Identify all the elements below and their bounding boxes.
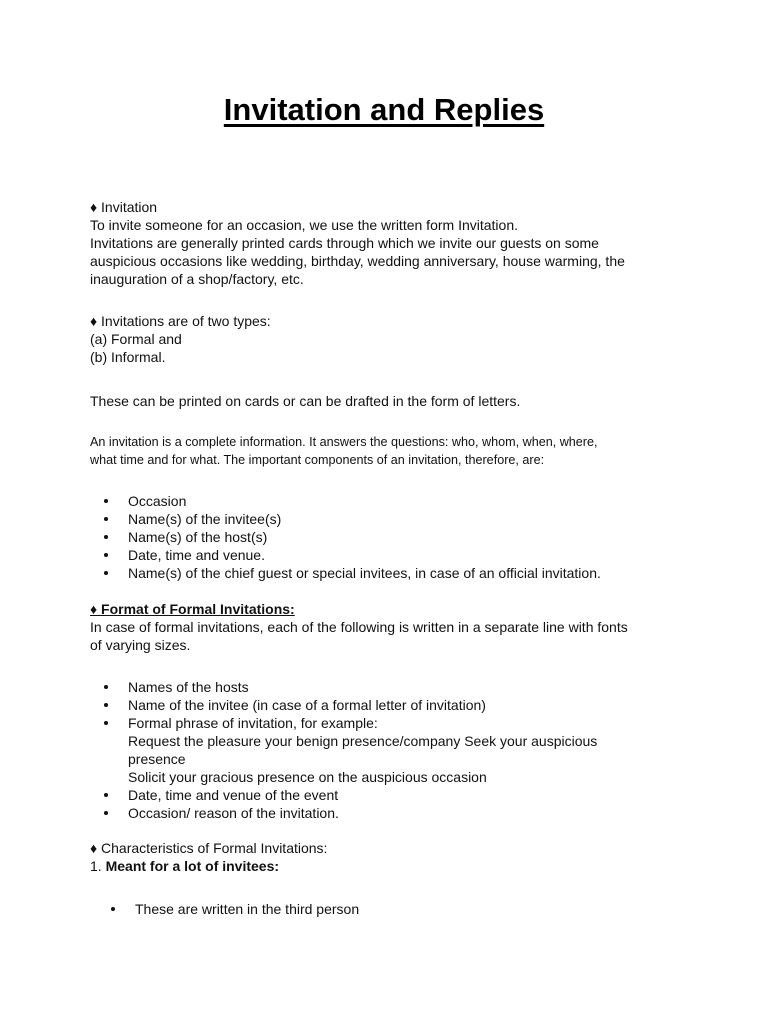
paragraph-line: These can be printed on cards or can be drafted in the form of letters.: [90, 393, 521, 409]
list-item: These are written in the third person: [97, 900, 697, 918]
list-item: Date, time and venue of the event: [90, 786, 690, 804]
bullet-icon: [104, 721, 108, 725]
page-title: Invitation and Replies: [223, 92, 545, 127]
bullet-icon: [104, 553, 108, 557]
printed-note: [90, 392, 690, 410]
list-item: Name(s) of the host(s): [90, 528, 690, 546]
list-item: Name(s) of the invitee(s): [90, 510, 690, 528]
characteristic-point: 1. Meant for a lot of invitees:: [90, 858, 280, 874]
characteristics-list: [97, 900, 697, 918]
list-item: Names of the hosts: [90, 678, 690, 696]
section-types: [90, 312, 690, 366]
example-line: presence: [128, 751, 186, 767]
paragraph-line: To invite someone for an occasion, we use the written form Invitation.: [90, 217, 518, 233]
list-item: Occasion/ reason of the invitation.: [90, 804, 690, 822]
paragraph-line: An invitation is a complete information. It answers the questions: who, whom, when, where,: [90, 435, 598, 449]
paragraph-line: Invitations are generally printed cards through which we invite our guests on some: [90, 235, 599, 251]
list-item: Name of the invitee (in case of a formal letter of invitation): [90, 696, 690, 714]
paragraph-line: In case of formal invitations, each of the following is written in a separate line with fonts: [90, 619, 628, 635]
section-characteristics: [90, 839, 690, 875]
type-item: (a) Formal and: [90, 331, 182, 347]
paragraph-line: inauguration of a shop/factory, etc.: [90, 271, 304, 287]
section-format: [90, 600, 690, 654]
bullet-icon: [104, 571, 108, 575]
bullet-icon: [104, 685, 108, 689]
bullet-icon: [104, 499, 108, 503]
bullet-icon: [104, 703, 108, 707]
list-item: Date, time and venue.: [90, 546, 690, 564]
section-invitation: [90, 198, 690, 288]
paragraph-line: of varying sizes.: [90, 637, 191, 653]
example-line: Solicit your gracious presence on the auspicious occasion: [128, 769, 487, 785]
components-list: [90, 492, 690, 582]
section-heading: ♦ Invitation: [90, 199, 158, 215]
section-heading: ♦ Invitations are of two types:: [90, 313, 271, 329]
format-list: [90, 678, 690, 822]
example-line: Request the pleasure your benign presence/company Seek your auspicious: [128, 733, 598, 749]
info-paragraph: [90, 433, 690, 469]
bullet-icon: [104, 811, 108, 815]
paragraph-line: what time and for what. The important components of an invitation, therefore, are:: [90, 453, 545, 467]
paragraph-line: auspicious occasions like wedding, birthday, wedding anniversary, house warming, the: [90, 253, 625, 269]
type-item: (b) Informal.: [90, 349, 166, 365]
section-heading: ♦ Characteristics of Formal Invitations:: [90, 840, 328, 856]
bullet-icon: [104, 793, 108, 797]
bullet-icon: [104, 535, 108, 539]
list-item: Name(s) of the chief guest or special invitees, in case of an official invitation.: [90, 564, 690, 582]
section-heading: ♦ Format of Formal Invitations:: [90, 601, 295, 617]
list-item: Formal phrase of invitation, for example: Request the pleasure your benign presence/company Seek your auspicious presence Solicit your gracious presence on the auspicious occasion: [90, 714, 690, 786]
bullet-icon: [104, 517, 108, 521]
list-item: Occasion: [90, 492, 690, 510]
bullet-icon: [111, 907, 115, 911]
